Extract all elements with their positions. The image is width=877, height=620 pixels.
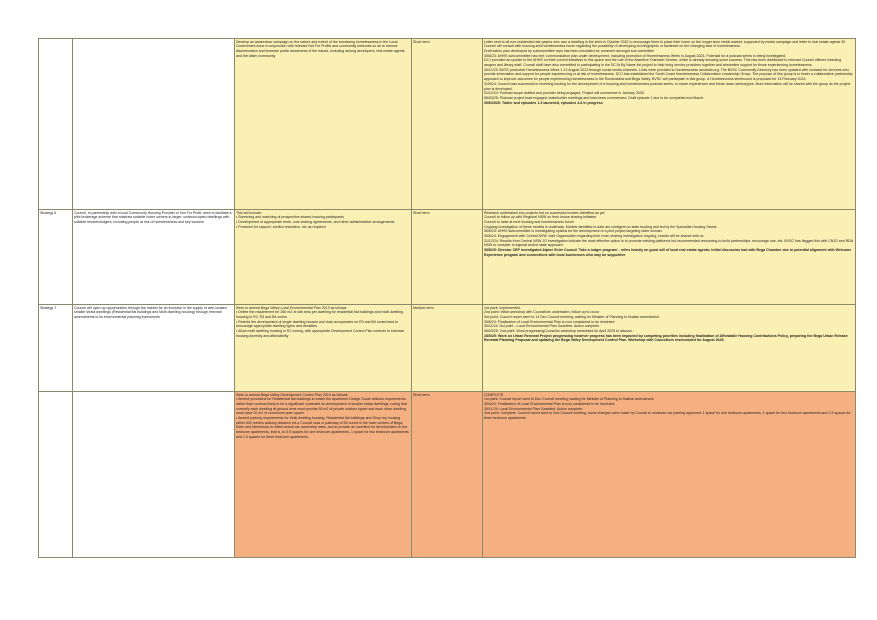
progress-line: Letter sent to all non-residential rate payers who own a dwelling in the shire in October 2022 to encourage them to place their home on the longer-term rental market; supported by media campaign and letter to real estate agents 30 (484, 39, 846, 44)
description-cell: Council, in partnership with a local Community Housing Provider or Not For Profit, seek to facilitate a pilot brokerage scheme that matches suitable home owners in larger, underoccupied dwellings with suitable tenants/lodgers, including people at risk of homelessness and key workers (73, 210, 235, 305)
timeframe-cell: Short term (412, 39, 483, 210)
progress-line: DCJ provided an update to the AHHS on their current initiatives in this space and the role of the Assertive Outreach Service, which is already showing some success. This has been distributed to relevant Council officers including rangers and library staff. Council staff have also committed to participating in the DCJ's By Name list project to help bring service providers together and streamline support for those experiencing homelessness. (484, 58, 842, 68)
action-line: • Development of appropriate rents, cost sharing agreements, and other administrative arrangements (236, 219, 395, 224)
progress-line: 30/11/24: 3rd point - Local Environmental Plan Gazetted. Action complete. (484, 324, 601, 329)
action-line: • Allow multi dwelling housing in R2 zoning, with appropriate Development Control Plan controls to increase housing diversity and affordability (236, 329, 405, 338)
progress-line: 31/5/24: Council was successful in receiving funding for the development of a housing and homelessness podcast series, to share experiences and break down stereotypes. More information will be shared with the group as the project plan is developed. (484, 81, 851, 91)
table-row (39, 210, 856, 305)
action-line: • Provision for support, conflict resolution, etc as required (236, 224, 326, 229)
progress-line: 30/6/23: AHHS subcommittee is investigating options for the development of a pilot project targeting older woman. (484, 229, 663, 234)
table-row (39, 305, 856, 392)
progress-line: 06/03/25: Podcast project lead engaged; stakeholder meetings and interviews commenced. Draft episode 1 due to be completed end March. (484, 95, 705, 100)
progress-line: 30/6/24: Engagement with Central NSW Joint Organisation regarding their room sharing investigation ongoing, results will be shared with us (484, 234, 704, 239)
progress-cell (483, 392, 856, 558)
strategy-cell (39, 39, 73, 210)
description-cell (73, 392, 235, 558)
progress-line: Research undertaken into projects but no successful models identified as yet (484, 210, 605, 215)
strategy-cell: Strategy 6 (39, 210, 73, 305)
action-line: This will include: (236, 210, 262, 215)
table-row (39, 39, 856, 210)
progress-line: 3rd point: Council report went to 14 Dec Council meeting; waiting for Minister of Planning to finalise amendment. (484, 314, 660, 319)
progress-line: 31/12/24: Results from Central NSW JO investigation indicate the most effective option is to promote existing platforms but recommended resourcing to build partnerships, encourage use, etc. BVSC has flagged this with CNJO and RDA NSW to consider a regional and/or state approach. (484, 238, 853, 248)
progress-line: COMPLETE (484, 392, 504, 397)
action-line: Seek to amend Bega Valley Development Control Plan 2013 as follows: (236, 392, 349, 397)
progress-line: 1st point: Council report went to Dec Council meeting; waiting for Minister of Planning to finalise amendment (484, 397, 654, 402)
progress-line: Ongoing investigation of these models is underway. Models identified to date are contigent on state funding and led by the Specialist Housing Sector. (484, 224, 718, 229)
strategy-table (38, 38, 856, 558)
timeframe-cell: Medium term (412, 305, 483, 392)
progress-line: 1st point: Implemented. (484, 305, 521, 310)
action-cell (235, 392, 412, 558)
description-cell: Council will open up opportunities through the market for an increase in the supply of well-located smaller strata dwellings (Residential flat buildings and Multi dwelling housing) through relevant amendments to its environmental planning instruments (73, 305, 235, 392)
strategy-cell (39, 392, 73, 558)
progress-line: 30/6/24: Finalisation of Local Environmental Plan is now considered to be imminent (484, 319, 615, 324)
timeframe-cell: Short term (412, 392, 483, 558)
action-line: • Amend parking requirements for Multi dwelling housing, Residential flat buildings and Shop top housing within 600 metres walking distance via a Council road or pathway of B2 zones in the town centres of Bega, Eden and Merimbula to reflect actual car ownership rates, and to provide an incentive for development of one bedroom apartments, that is, to 0.5 spaces for one bedroom apartments, 1 space for two bedroom apartments and 1.5 spaces for three bedroom apartments. (236, 416, 409, 439)
progress-line: 30/6/23: AHHS subcommittee has met; communication plan under development, including promotion of Homelessness Week in August 2023. Potential for a podcast series is being investigated. (484, 53, 787, 58)
progress-line: Council to raise at next housing and homelessness forum (484, 219, 575, 224)
description-cell (73, 39, 235, 210)
action-line: • Screening and matching of prospective shared housing participants (236, 215, 344, 220)
progress-cell (483, 39, 856, 210)
table-row (39, 392, 856, 558)
progress-line: Council to follow up with Regional NSW on their house sharing initiative (484, 215, 597, 220)
progress-line: 31/12/24: Podcast scope drafted and provider being engaged. Project will commence in January 2025. (484, 91, 645, 96)
action-cell (235, 305, 412, 392)
progress-latest-update: 30/5/25: Director CEP investigated Alpine Shire Council 'Take a lodger program' - relies heavily on good will of local real estate agents; initial discussion had with Bega Chamber due to potential alignment with Welcome Experience program and connections with local businesses who may be supportive (484, 248, 852, 257)
action-line: Develop an awareness campaign on the nature and extent of the increasing homelessness in the Local Government Area in conjunction with relevant Not For Profits and community networks so as to remove discrimination and increase public awareness of the issues, including among developers, real estate agents and the wider community (236, 39, 405, 58)
progress-latest-update: 28/5/25: Work on Urban Renewal Project progressing however progress has been impacted by competing priorities including finalisation of Affordable Housing Contributions Policy, preparing the Bega Urban Release Renewal Planning Proposal and updating the Bega Valley Development Control Plan. Workshop with Councillors rescheduled for August 2025. (484, 333, 848, 343)
action-line: • Amend provisions for Residential flat buildings to match the Apartment Design Guide setback requirements rather than controls likely to be a significant constraint on development of smaller strata dwellings, noting that currently each dwelling at ground level must provide 50 m2 of private outdoor space and each other dwelling must have 20 m2 of communal open space (236, 397, 407, 416)
progress-line: 2nd point: Initial workshop with Councillors undertaken, follow up to occur (484, 310, 600, 315)
progress-line: 2nd point: Complete. Council report went to Nov Council meeting, some changes were made by Council to minimum car parking approved: 1 space for one bedroom apartments, 1 space for two bedroom apartments and 1.5 spaces for three bedroom apartments (484, 411, 851, 421)
timeframe-cell: Short term (412, 210, 483, 305)
progress-line: Council will consult with housing and homelessness forum regarding the possibility of developing an infographic or factsheet on the changing face of homelessness (484, 44, 740, 49)
action-line: • Restrict the development of single dwelling houses and dual occupancies on R3 and B4 zoned land to encourage appropriate dwelling types and densities (236, 319, 399, 329)
progress-line: 30/11/24: Local Environmental Plan Gazetted. Action complete. (484, 406, 584, 411)
progress-line: 06/03/25: 2nd point: Work progressingCouncillor workshop scheduled for April 2025 to discuss. (484, 329, 633, 334)
progress-line: 30/11/23: BVSC promoted Homelessness Week 1-13 August 2023 through social media channels. Links were provided to homelessness australia.org. The BVSC Community Directory has been updated with contacts for services who provide information and support for people experiencing or at risk of homelessness. DCJ has established the South Coast Homelessness Collaboration Leadership Group. The purpose of this group is to foster a collaborative partnership approach to improve outcomes for people experiencing homelessness in the Eurobodalla and Bega Valley. BVSC will participate in this group. A Homelessness streetcount is proposed for 13 February 2024. (484, 67, 853, 82)
action-cell (235, 210, 412, 305)
action-line: • Delete the requirement for 250 m2 of site area per dwelling for residential flat buildings and multi dwelling housing in R2, R3 and B4 zones (236, 310, 403, 319)
strategy-cell: Strategy 7 (39, 305, 73, 392)
action-cell (235, 39, 412, 210)
progress-cell (483, 305, 856, 392)
progress-line: 30/6/24: Finalisation of Local Environmental Plan is now considered to be imminent (484, 401, 615, 406)
action-line: Seek to amend Bega Valley Local Environmental Plan 2013 as follows: (236, 305, 348, 310)
progress-latest-update: 30/6/2025: Trailer and episodes 1-3 launched, episodes 4-6 in progress (484, 100, 603, 105)
progress-line: Draft action plan developed by subcommittee reps has been circulated for comment amongst sub committee (484, 48, 654, 53)
progress-cell (483, 210, 856, 305)
